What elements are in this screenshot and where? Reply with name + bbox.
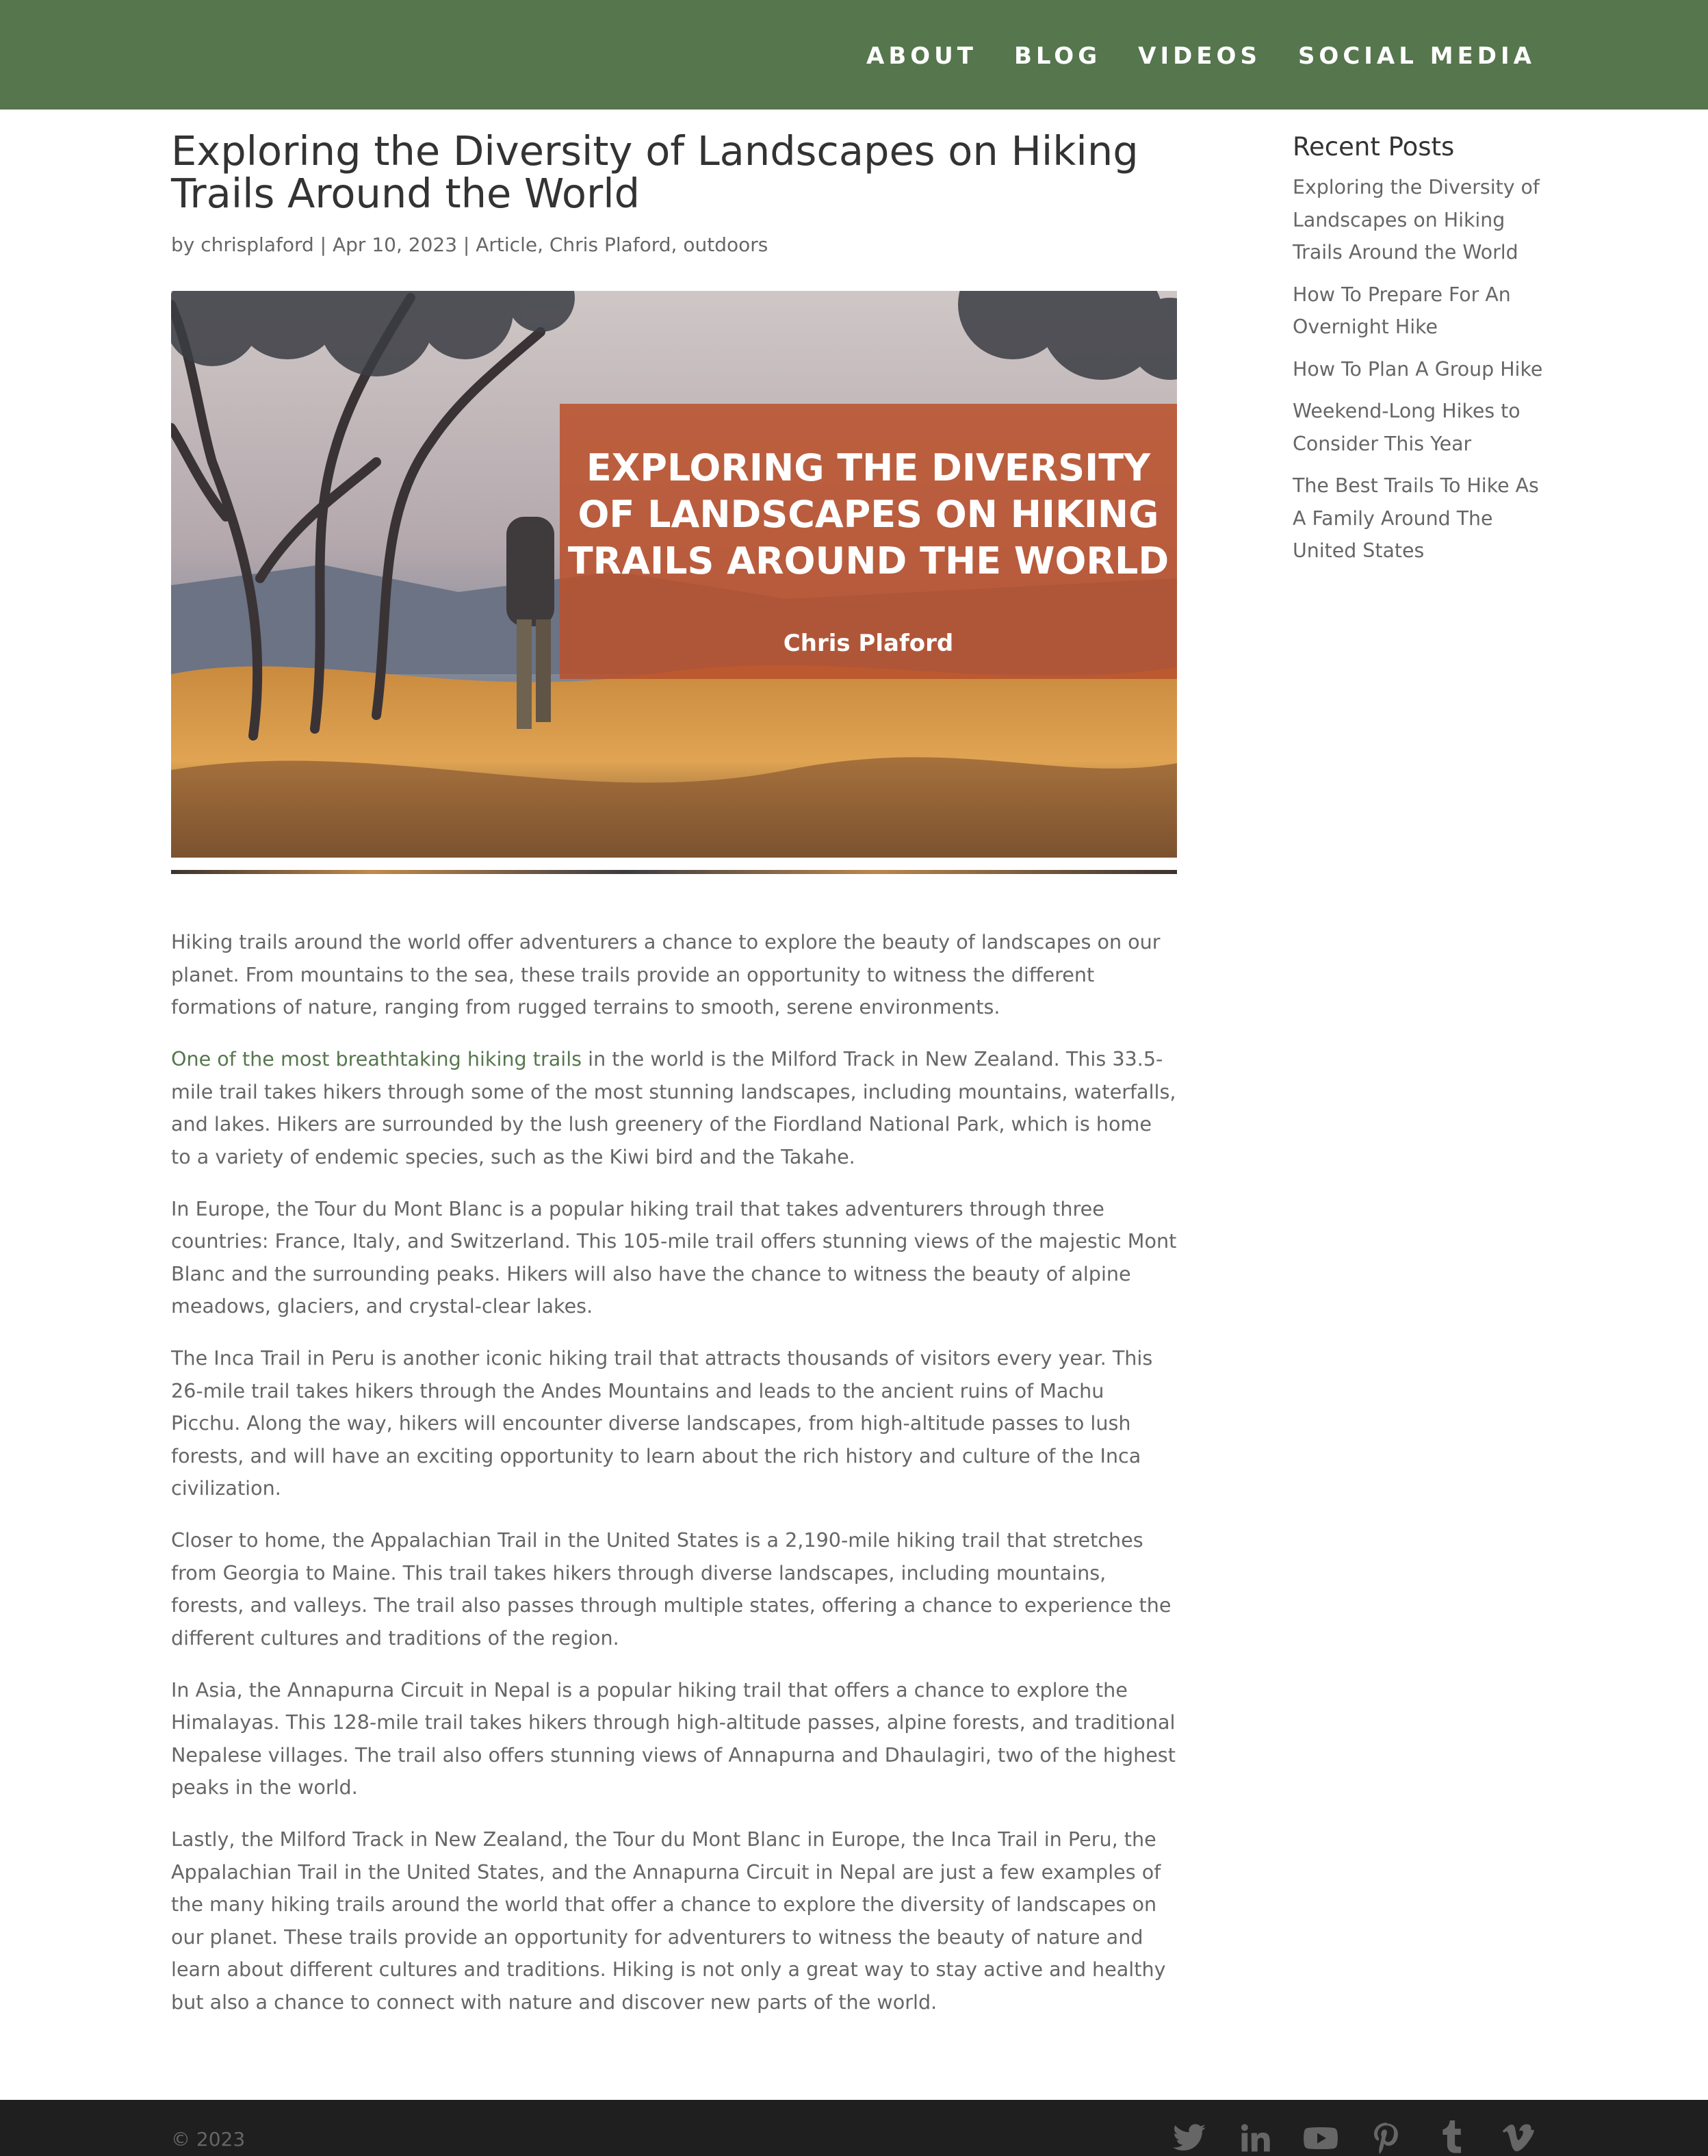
twitter-icon[interactable] [1172,2120,1207,2156]
recent-posts-heading: Recent Posts [1293,132,1455,162]
nav-blog[interactable]: BLOG [1013,42,1102,70]
article-paragraph: In Europe, the Tour du Mont Blanc is a popular hiking trail that takes adventurers through three countries: France, Italy, and Switzerland. This 105-mile trail offers stunning views of the majestic Mont Blanc and the surrounding peaks. Hikers will also have the chance to witness the beauty of alpine meadows, glaciers, and crystal-clear lakes. [171,1196,1177,1318]
copyright: © 2023 [171,2128,246,2151]
article-paragraph: Lastly, the Milford Track in New Zealand, the Tour du Mont Blanc in Europe, the Inca Trail in Peru, the Appalachian Trail in the United States, and the Annapurna Circuit in Nepal are just a few examples of the many hiking trails around the world that offer a chance to explore the diversity of landscapes on our planet. These trails provide an opportunity for adventurers to witness the beauty of nature and learn about different cultures and traditions. Hiking is not only a great way to stay active and healthy but also a chance to connect with nature and discover new parts of the world. [171,1827,1166,2014]
article-paragraph: The Inca Trail in Peru is another iconic hiking trail that attracts thousands of visitors every year. This 26-mile trail takes hikers through the Andes Mountains and leads to the ancient ruins of Machu Picchu. Along the way, hikers will encounter diverse landscapes, from high-altitude passes to lush forests, and will have an exciting opportunity to learn about the rich history and culture of the Inca civilization. [171,1346,1153,1500]
post-header [171,127,1177,259]
recent-post-link[interactable]: Exploring the Diversity of Landscapes on Hiking Trails Around the World [1293,176,1540,264]
vimeo-icon[interactable] [1500,2120,1536,2156]
nav-about[interactable]: ABOUT [866,42,977,70]
hero-title: EXPLORING THE DIVERSITY OF LANDSCAPES ON HIKING TRAILS AROUND THE WORLD [567,446,1169,582]
recent-post-link[interactable]: How To Prepare For An Overnight Hike [1293,283,1511,338]
recent-post-link[interactable]: How To Plan A Group Hike [1293,357,1543,381]
page-title: Exploring the Diversity of Landscapes on Hiking Trails Around the World [171,127,1139,217]
recent-posts-sidebar [1293,130,1546,577]
nav-videos[interactable]: VIDEOS [1138,42,1261,70]
youtube-icon[interactable] [1303,2120,1338,2156]
linkedin-icon[interactable] [1237,2120,1273,2156]
article-paragraph: Hiking trails around the world offer adventurers a chance to explore the beauty of landscapes on our planet. From mountains to the sea, these trails provide an opportunity to witness the different formations of nature, ranging from rugged terrains to smooth, serene environments. [171,930,1161,1018]
tumblr-icon[interactable] [1434,2120,1470,2156]
pinterest-icon[interactable] [1369,2120,1404,2156]
hero-divider [171,870,1177,874]
article-paragraph: One of the most breathtaking hiking trails in the world is the Milford Track in New Zealand. This 33.5-mile trail takes hikers through some of the most stunning landscapes, including mountains, waterfalls, and lakes. Hikers are surrounded by the lush greenery of the Fiordland National Park, which is home to a variety of endemic species, such as the Kiwi bird and the Takahe. [171,1047,1176,1168]
site-header [0,0,1708,110]
recent-post-link[interactable]: The Best Trails To Hike As A Family Around The United States [1293,474,1539,562]
hero-image [171,291,1177,858]
article-paragraph: Closer to home, the Appalachian Trail in the United States is a 2,190-mile hiking trail that stretches from Georgia to Maine. This trail takes hikers through diverse landscapes, including mountains, forests, and valleys. The trail also passes through multiple states, offering a chance to experience the different cultures and traditions of the region. [171,1528,1172,1650]
article-paragraph: In Asia, the Annapurna Circuit in Nepal is a popular hiking trail that offers a chance to explore the Himalayas. This 128-mile trail takes hikers through high-altitude passes, alpine forests, and traditional Nepalese villages. The trail also offers stunning views of Annapurna and Dhaulagiri, two of the highest peaks in the world. [171,1678,1176,1799]
breathtaking-trails-link[interactable]: One of the most breathtaking hiking trails [171,1047,582,1070]
hero-title-overlay [560,404,1177,679]
site-footer [0,2100,1708,2156]
nav-social-media[interactable]: SOCIAL MEDIA [1297,42,1536,70]
main-nav [866,40,1536,73]
post-meta: by chrisplaford | Apr 10, 2023 | Article, Chris Plaford, outdoors [171,233,768,256]
hero-author: Chris Plaford [783,630,954,657]
recent-posts-list [1293,171,1546,567]
social-links [1172,2120,1536,2156]
recent-post-link[interactable]: Weekend-Long Hikes to Consider This Year [1293,400,1521,455]
article-body [171,926,1177,2038]
